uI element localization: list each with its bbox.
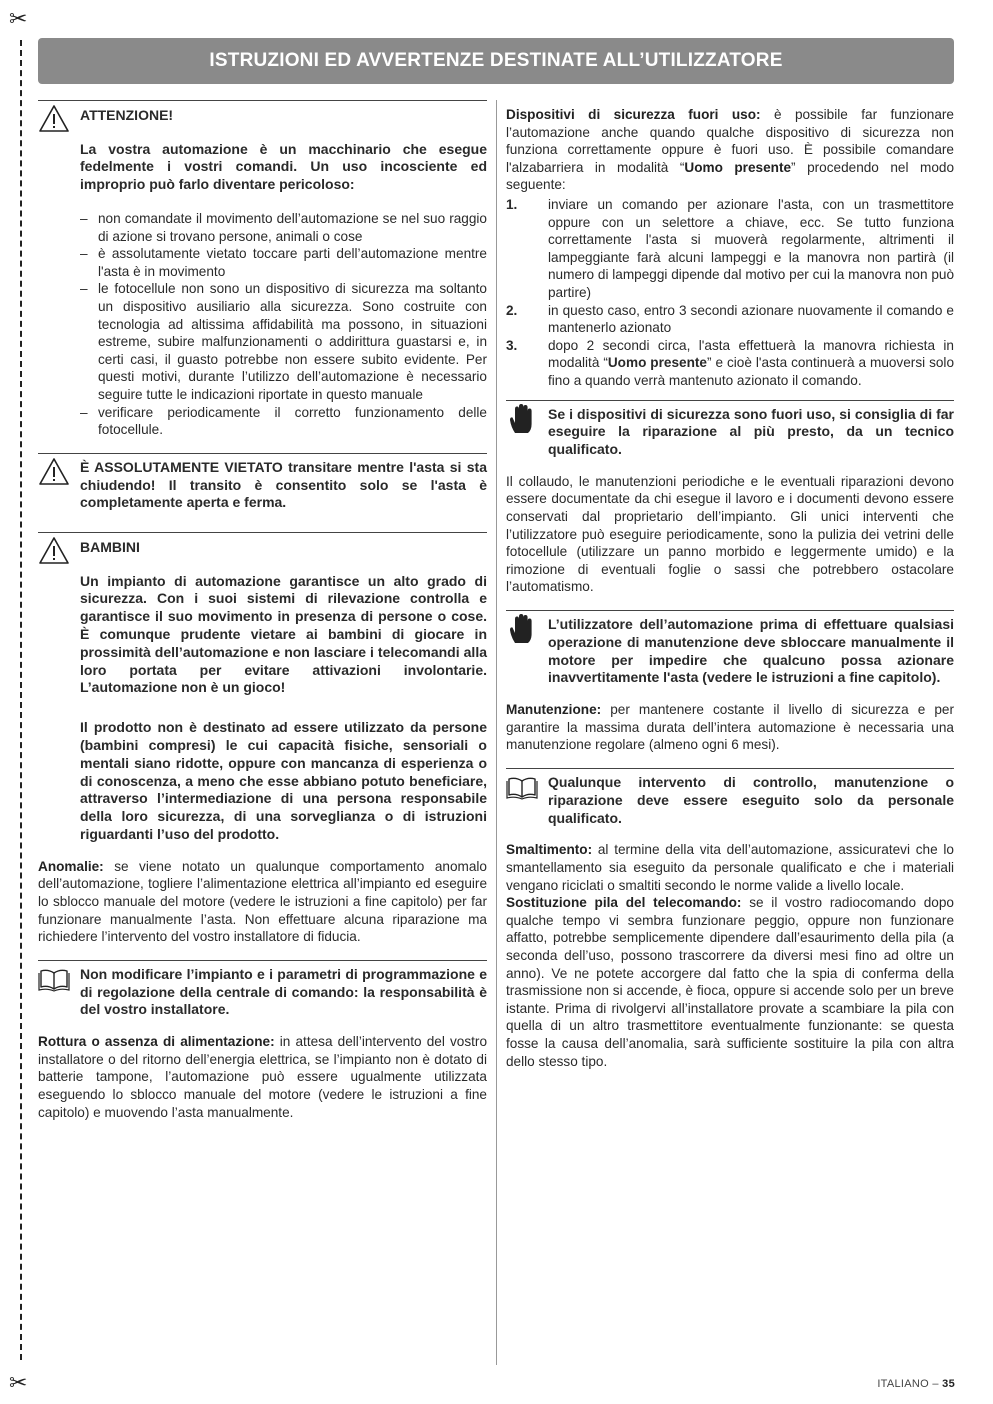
step-number: 3. <box>506 337 518 353</box>
riparazione-text: Se i dispositivi di sicurezza sono fuori uso, si consiglia di far eseguire la riparazione al più presto, da un tecnico qualificato. <box>548 405 954 458</box>
step-text-end: ” e cioè l'asta continuerà a muoversi solo fino a quando verrà mantenuto azionato il comando. <box>548 355 955 388</box>
attenzione-text: La vostra automazione è un macchinario che esegue fedelmente i vostri comandi. Un uso incosciente ed improprio può farlo diventare pericoloso: <box>80 140 487 193</box>
attenzione-notice <box>38 100 487 439</box>
sblocco-notice <box>506 610 954 687</box>
page-footer <box>877 1378 955 1390</box>
open-book-icon <box>38 963 70 995</box>
list-item <box>506 196 954 302</box>
anomalie-label: Anomalie: <box>38 858 104 874</box>
manutenzione-paragraph <box>506 701 954 754</box>
pila-paragraph <box>506 894 954 1070</box>
list-item <box>506 302 954 337</box>
sblocco-text: L’utilizzatore dell’automazione prima di effettuare qualsiasi operazione di manutenzione deve sbloccare manualmente il motore per impedire che qualcuno possa azionare inavvertitamente l'asta (vedere le istruzioni a fine capitolo). <box>548 616 954 686</box>
manutenzione-text: per mantenere costante il livello di sicurezza e per garantire la massima durata dell’intera automazione è necessaria una manutenzione regolare (almeno ogni 6 mesi). <box>506 702 954 753</box>
vietato-text: È ASSOLUTAMENTE VIETATO transitare mentre l'asta si sta chiudendo! Il transito è consentito solo se l'asta è completamente aperta e ferma. <box>80 458 487 511</box>
bambini-text-2: Il prodotto non è destinato ad essere utilizzato da persone (bambini compresi) le cui capacità fisiche, sensoriali o mentali siano ridotte, oppure con mancanza di esperienza o di conoscenza, a meno che esse abbiano potuto beneficiare, attraverso l’intermediazione di una persona responsabile della loro sicurezza, di una sorveglianza o di istruzioni riguardanti l’uso del prodotto. <box>80 719 487 843</box>
step-text: dopo 2 secondi circa, l'asta effettuerà la manovra richiesta in modalità “ <box>548 337 954 371</box>
stop-hand-icon <box>506 613 538 645</box>
qualunque-text: Qualunque intervento di controllo, manutenzione o riparazione deve essere eseguito solo da personale qualificato. <box>548 774 954 826</box>
dispositivi-label: Dispositivi di sicurezza fuori uso: <box>506 107 761 122</box>
dispositivi-text: è possibile far funzionare l’automazione anche quando qualche dispositivo di sicurezza non funziona correttamente oppure è fuori uso. È possibile comandare l'alzabarriera in modalità “ <box>506 107 954 175</box>
pila-label: Sostituzione pila del telecomando: <box>506 895 742 911</box>
uomo-presente-label: Uomo presente <box>684 159 792 175</box>
list-item: – verificare periodicamente il corretto funzionamento delle fotocellule. <box>80 404 487 439</box>
warning-triangle-icon <box>38 456 70 488</box>
rottura-text: in attesa dell’intervento del vostro installatore o del ritorno dell’energia elettrica, se l’impianto non è dotato di batterie tampone, l’automazione può essere ugualmente utilizzata eseguendo lo sblocco manuale del motore (vedere le istruzioni a fine capitolo) e muovendo l’asta manualmente. <box>38 1034 487 1120</box>
qualunque-notice <box>506 768 954 827</box>
bambini-title: BAMBINI <box>80 539 140 556</box>
anomalie-text: se viene notato un qualunque comportamento anomalo dell’automazione, togliere l’alimentazione elettrica all’impianto ed eseguire lo sblocco manuale del motore (vedere le istruzioni a fine capitolo) per far funzionare manualmente l’asta. Non effettuare alcuna riparazione ma richiedere l’intervento del vostro installatore di fiducia. <box>38 858 487 945</box>
list-item: – le fotocellule non sono un dispositivo di sicurezza ma soltanto un dispositivo ausiliario alla sicurezza. Sono costruite con tecnologia ad altissima affidabilità ma possono, in situazioni estreme, subire malfunzionamenti o addirittura guastarsi e, in certi casi, il guasto potrebbe non essere subito evidente. Per questi motivi, durante l’utilizzo dell’automazione è necessario seguire tutte le indicazioni riportate in questo manuale <box>80 280 487 403</box>
riparazione-notice <box>506 400 954 459</box>
step-number: 2. <box>506 302 518 318</box>
dispositivi-text-end: ” procedendo nel modo seguente: <box>506 159 955 193</box>
rottura-label: Rottura o assenza di alimentazione: <box>38 1034 275 1050</box>
list-item <box>506 337 954 390</box>
warning-triangle-icon <box>38 535 70 567</box>
right-column <box>506 100 954 1084</box>
manutenzione-label: Manutenzione: <box>506 702 602 718</box>
anomalie-paragraph <box>38 858 487 946</box>
left-column <box>38 100 487 1135</box>
page-title: ISTRUZIONI ED AVVERTENZE DESTINATE ALL’UTILIZZATORE <box>38 38 954 84</box>
dispositivi-paragraph <box>506 106 954 194</box>
list-item: – è assolutamente vietato toccare parti dell’automazione mentre l'asta è in movimento <box>80 245 487 280</box>
column-divider <box>496 100 497 1365</box>
rottura-paragraph <box>38 1033 487 1121</box>
smaltimento-paragraph <box>506 841 954 894</box>
list-item: – non comandate il movimento dell’automazione se nel suo raggio di azione si trovano persone, animali o cose <box>80 210 487 245</box>
non-modificare-text: Non modificare l’impianto e i parametri di programmazione e di regolazione della centrale di comando: la responsabilità è del vostro installatore. <box>80 965 487 1018</box>
scissors-icon: ✂ <box>9 1370 28 1395</box>
stop-hand-icon <box>506 403 538 435</box>
smaltimento-label: Smaltimento: <box>506 842 593 858</box>
collaudo-paragraph: Il collaudo, le manutenzioni periodiche e le eventuali riparazioni devono essere documentate da chi esegue il lavoro e i documenti devono essere conservati dal proprietario dell’impianto. Gli unici interventi che l’utilizzatore può eseguire periodicamente, sono la pulizia dei vetrini delle fotocellule (utilizzare un panno morbido e leggermente umido) e la rimozione di eventuali foglie o sassi che potrebbero ostacolare l’automatismo. <box>506 473 954 595</box>
attenzione-list <box>80 210 487 439</box>
step-number: 1. <box>506 196 518 212</box>
step-text: inviare un comando per azionare l'asta, con un trasmettitore oppure con un selettore a chiave, ecc. Se tutto funziona correttamente l'asta si muoverà regolarmente, altrimenti il lampeggiante farà alcuni lampeggi e la manovra non partirà (il numero di lampeggi dipende dal motivo per cui la manovra non può partire) <box>548 196 954 300</box>
page-number: 35 <box>942 1378 955 1390</box>
bambini-text-1: Un impianto di automazione garantisce un alto grado di sicurezza. Con i suoi sistemi di rilevazione controlla e garantisce il suo movimento in presenza di persone o cose. È comunque prudente vietare ai bambini di giocare in prossimità dell’automazione e non lasciare i telecomandi alla loro portata per evitare attivazioni involontarie. L’automazione non è un gioco! <box>80 572 487 696</box>
uomo-presente-label: Uomo presente <box>607 355 707 371</box>
steps-list <box>506 196 954 390</box>
cut-line <box>20 40 22 1360</box>
step-text: in questo caso, entro 3 secondi azionare nuovamente il comando e mantenerlo azionato <box>548 302 954 336</box>
scissors-icon: ✂ <box>9 6 28 31</box>
footer-language: ITALIANO – <box>877 1378 943 1390</box>
smaltimento-text: al termine della vita dell’automazione, assicuratevi che lo smantellamento sia eseguito da personale qualificato e che i materiali vengano riciclati o smaltiti secondo le norme valide a livello locale. <box>506 842 954 893</box>
non-modificare-notice <box>38 960 487 1019</box>
vietato-notice <box>38 453 487 512</box>
attenzione-title: ATTENZIONE! <box>80 107 174 123</box>
pila-text: se il vostro radiocomando dopo qualche tempo vi sembra funzionare peggio, oppure non funzionare affatto, potrebbe semplicemente dipendere dall’esaurimento della pila (a seconda dell’uso, possono trascorrere da diversi mesi fino ad oltre un anno). Ve ne potete accorgere dal fatto che la spia di conferma della trasmissione non si accende, è fioca, oppure si accende solo per un breve istante. Prima di rivolgervi all’installatore provate a scambiare la pila con quella di un altro trasmettitore eventualmente funzionante: se questa fosse la causa dell’anomalia, sarà sufficiente sostituire la pila con altra dello stesso tipo. <box>506 895 954 1069</box>
open-book-icon <box>506 771 538 803</box>
bambini-notice <box>38 532 487 844</box>
warning-triangle-icon <box>38 103 70 135</box>
